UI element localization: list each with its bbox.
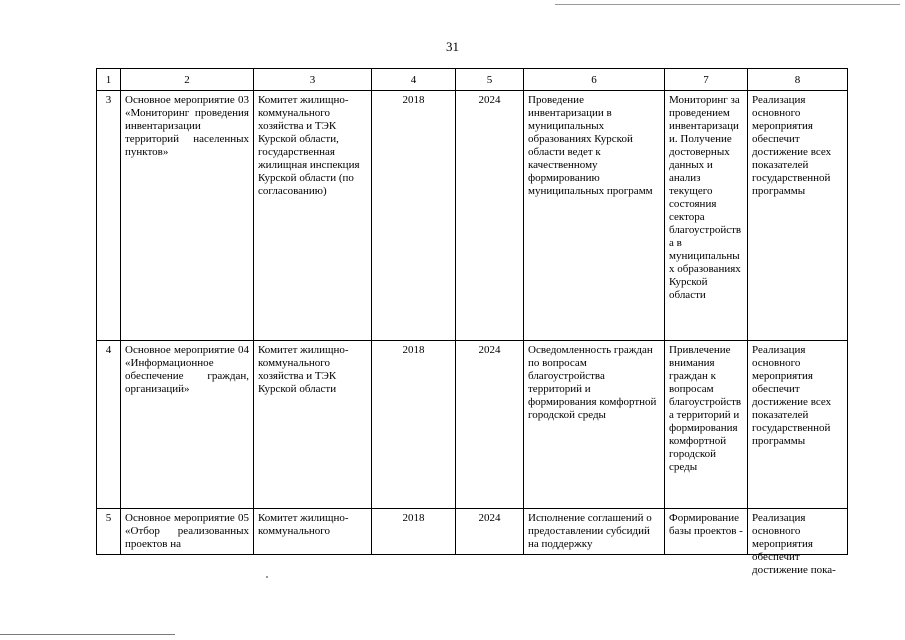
column-header: 1 (97, 69, 121, 91)
table-row (97, 341, 848, 509)
scan-edge-line-bottom (0, 634, 175, 635)
column-header: 8 (748, 69, 848, 91)
activity-name: Основное мероприятие 04 «Информационное обеспечение граждан, организаций» (121, 341, 254, 509)
column-header: 6 (524, 69, 665, 91)
table-row (97, 509, 848, 555)
page-number: 31 (446, 39, 459, 54)
column-header: 3 (254, 69, 372, 91)
scan-speck (266, 576, 268, 578)
end-year: 2024 (456, 91, 524, 341)
column-header: 4 (372, 69, 456, 91)
column-header: 5 (456, 69, 524, 91)
expected-result: Осведомленность граждан по вопросам благоустройства территорий и формирования комфортной городской среды (524, 341, 665, 509)
activity-name: Основное мероприятие 05 «Отбор реализованных проектов на (121, 509, 254, 555)
column-header: 2 (121, 69, 254, 91)
activities-table (96, 68, 848, 576)
row-number: 3 (97, 91, 121, 341)
non-implementation-consequence: Формирование базы проектов - (665, 509, 748, 555)
indicator-link: Реализация основного мероприятия обеспечит достижение всех показателей государственной программы (748, 341, 848, 509)
expected-result: Проведение инвентаризации в муниципальных образованиях Курской области ведет к качественному формированию муниципальных программ (524, 91, 665, 341)
table-row (97, 91, 848, 341)
indicator-link: Реализация основного мероприятия обеспечит достижение пока- (748, 509, 848, 555)
start-year: 2018 (372, 509, 456, 555)
end-year: 2024 (456, 509, 524, 555)
non-implementation-consequence: Привлечение внимания граждан к вопросам благоустройства территорий и формирования комфортной городской среды (665, 341, 748, 509)
non-implementation-consequence: Мониторинг за проведением инвентаризации. Получение достоверных данных и анализ текущего состояния сектора благоустройства в муниципальных образованиях Курской области (665, 91, 748, 341)
column-header: 7 (665, 69, 748, 91)
start-year: 2018 (372, 91, 456, 341)
scan-edge-line-top (555, 4, 900, 5)
end-year: 2024 (456, 341, 524, 509)
start-year: 2018 (372, 341, 456, 509)
row-number: 4 (97, 341, 121, 509)
responsible-executor: Комитет жилищно-коммунального (254, 509, 372, 555)
activity-name: Основное мероприятие 03 «Мониторинг проведения инвентаризации территорий населенных пунктов» (121, 91, 254, 341)
row-number: 5 (97, 509, 121, 555)
responsible-executor: Комитет жилищно-коммунального хозяйства и ТЭК Курской области (254, 341, 372, 509)
table-header-row (97, 69, 848, 91)
responsible-executor: Комитет жилищно-коммунального хозяйства и ТЭК Курской области, государственная жилищная инспекция Курской области (по согласованию) (254, 91, 372, 341)
expected-result: Исполнение соглашений о предоставлении субсидий на поддержку (524, 509, 665, 555)
indicator-link: Реализация основного мероприятия обеспечит достижение всех показателей государственной программы (748, 91, 848, 341)
